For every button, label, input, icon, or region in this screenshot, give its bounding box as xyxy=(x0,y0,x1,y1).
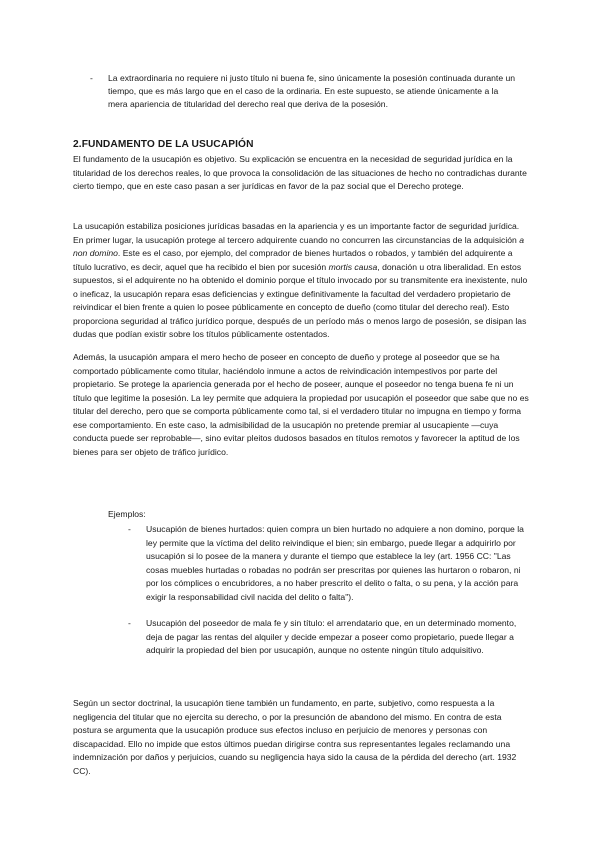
bullet-dash: - xyxy=(90,73,93,83)
bullet-text: La extraordinaria no requiere ni justo título ni buena fe, sino únicamente la posesión continuada durante un tiempo, que es más largo que en el caso de la ordinaria. En este supuesto, se atiende únicamente a la mera apariencia de titularidad del derecho real que deriva de la posesión. xyxy=(108,73,516,109)
example-text: Usucapión del poseedor de mala fe y sin título: el arrendatario que, en un determinado momento, deja de pagar las rentas del alquiler y decide empezar a poseer como propietario, puede llegar a adquirir la propiedad del bien por usucapión, aunque no ostente ningún título adquisitivo. xyxy=(146,618,517,655)
italic-term: a non domino xyxy=(73,234,524,258)
paragraph-text: , donación u otra liberalidad. En estos supuestos, si el adquirente no ha obtenido el dominio porque el título invocado por su transmitente era inexistente, nulo o ineficaz, la usucapión repara esas deficiencias y extingue definitivamente la facultad del verdadero propietario de reivindicar el bien frente a quien lo posee públicamente en concepto de dueño (como titular del derecho real). Esto proporciona seguridad al tráfico jurídico porque, después de un período más o menos largo de posesión, se disipan las dudas que podían existir sobre los títulos públicamente ostentados. xyxy=(73,261,528,339)
paragraph-fundamento-subjetivo: Según un sector doctrinal, la usucapión tiene también un fundamento, en parte, subjetivo, como respuesta a la negligencia del titular que no ejercita su derecho, o por la presunción de abandono del mismo. En contra de esta postura se argumenta que la usucapión produce sus efectos incluso en perjuicio de menores y personas con discapacidad. Ello no impide que estos últimos puedan dirigirse contra sus representantes legales reclamando una indemnización por daños y perjuicios, cuando su negligencia haya sido la causa de la pérdida del derecho (art. 1932 CC). xyxy=(73,698,517,776)
bullet-dash: - xyxy=(128,618,131,628)
paragraph-text: . Este es el caso, por ejemplo, del comprador de bienes hurtados o robados, y también del adquirente a título lucrativo, es decir, aquel que ha recibido el bien por sucesión xyxy=(73,248,513,272)
paragraph-posesion: Además, la usucapión ampara el mero hecho de poseer en concepto de dueño y protege al poseedor que se ha comportado públicamente como titular, haciéndolo inmune a actos de reivindicación intempestivos por parte del propietario. Se protege la apariencia generada por el hecho de poseer, aunque el poseedor no tenga buena fe ni un título que legitime la posesión. La ley permite que adquiera la propiedad por usucapión el poseedor que sabe que no es titular del derecho, pero que se comporta públicamente como tal, si el verdadero titular no impugna en tiempo y forma ese comportamiento. En este caso, la admisibilidad de la usucapión no pretende premiar al usucapiente —cuya conducta puede ser reprobable—, sino evitar pleitos dudosos basados en títulos remotos y favorecer la aptitud de los bienes para ser objeto de tráfico jurídico. xyxy=(73,352,529,457)
paragraph-text: La usucapión estabiliza posiciones jurídicas basadas en la apariencia y es un importante factor de seguridad jurídica. En primer lugar, la usucapión protege al tercero adquirente cuando no concurren las circunstancias de la adquisición xyxy=(73,221,520,245)
paragraph-fundamento-objetivo: El fundamento de la usucapión es objetivo. Su explicación se encuentra en la necesidad de seguridad jurídica en la titularidad de los derechos reales, lo que provoca la consolidación de las situaciones de hecho no contradichas durante cierto tiempo, que en este caso pasan a ser jurídicas en favor de la paz social que el Derecho protege. xyxy=(73,154,527,191)
examples-label: Ejemplos: xyxy=(108,509,146,519)
paragraph-seguridad-juridica xyxy=(73,220,529,342)
section-heading: 2.FUNDAMENTO DE LA USUCAPIÓN xyxy=(73,139,254,150)
italic-term: mortis causa xyxy=(328,261,378,272)
example-text: Usucapión de bienes hurtados: quien compra un bien hurtado no adquiere a non domino, porque la ley permite que la víctima del delito reivindique el bien; sin embargo, puede llegar a adquirirlo por usucapión si lo posee de la manera y durante el tiempo que establece la ley (art. 1956 CC: "Las cosas muebles hurtadas o robadas no podrán ser prescritas por quienes las hurtaron o robaron, ni por los cómplices o encubridores, a no haber prescrito el delito o falta, o su pena, y la acción para exigir la responsabilidad civil nacida del delito o falta"). xyxy=(146,524,524,602)
bullet-dash: - xyxy=(128,524,131,534)
